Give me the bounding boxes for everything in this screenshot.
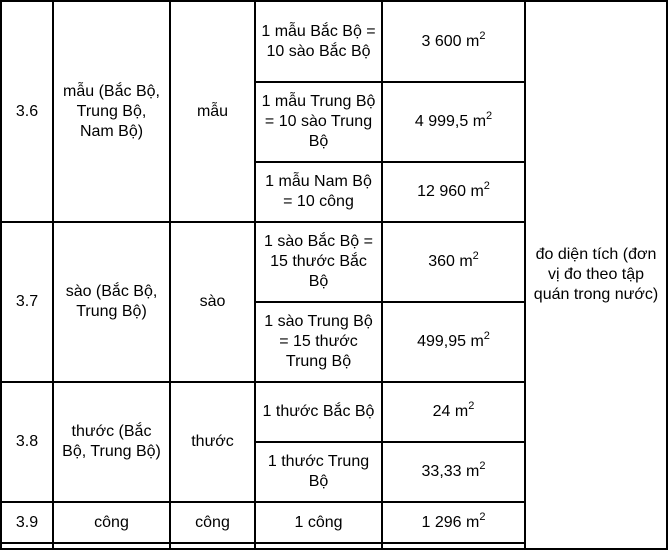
unit-definition: 1 sào Trung Bộ = 15 thước Trung Bộ	[255, 302, 382, 382]
unit-definition: 1 mẫu Nam Bộ = 10 công	[255, 162, 382, 222]
unit-symbol: mẫu	[170, 1, 255, 222]
unit-value: 360 $m^2$	[382, 222, 525, 302]
unit-name: mẫu (Bắc Bộ, Trung Bộ, Nam Bộ)	[53, 1, 170, 222]
unit-definition: 1 mẫu Trung Bộ = 10 sào Trung Bộ	[255, 82, 382, 162]
unit-definition: 1 công	[255, 502, 382, 543]
unit-definition: 1 thước Trung Bộ	[255, 442, 382, 502]
unit-name: thước (Bắc Bộ, Trung Bộ)	[53, 382, 170, 502]
row-number: 3.7	[1, 222, 53, 382]
unit-value: 1 296 $m^2$	[382, 502, 525, 543]
unit-name: sào (Bắc Bộ, Trung Bộ)	[53, 222, 170, 382]
empty-cell	[255, 543, 382, 549]
unit-value: 3 600 $m^2$	[382, 1, 525, 82]
unit-value: 24 $m^2$	[382, 382, 525, 442]
row-number: 3.6	[1, 1, 53, 222]
unit-symbol: công	[170, 502, 255, 543]
unit-value: 4 999,5 $m^2$	[382, 82, 525, 162]
unit-symbol: sào	[170, 222, 255, 382]
empty-cell	[382, 543, 525, 549]
unit-value: 33,33 $m^2$	[382, 442, 525, 502]
table-row	[1, 1, 667, 82]
empty-cell	[1, 543, 53, 549]
unit-symbol: thước	[170, 382, 255, 502]
row-number: 3.8	[1, 382, 53, 502]
note-cell: đo diện tích (đơn vị đo theo tập quán trong nước)	[525, 1, 667, 549]
empty-cell	[53, 543, 170, 549]
row-number: 3.9	[1, 502, 53, 543]
unit-value: 499,95 $m^2$	[382, 302, 525, 382]
empty-cell	[170, 543, 255, 549]
unit-name: công	[53, 502, 170, 543]
unit-definition: 1 thước Bắc Bộ	[255, 382, 382, 442]
unit-definition: 1 sào Bắc Bộ = 15 thước Bắc Bộ	[255, 222, 382, 302]
unit-definition: 1 mẫu Bắc Bộ = 10 sào Bắc Bộ	[255, 1, 382, 82]
unit-value: 12 960 $m^2$	[382, 162, 525, 222]
